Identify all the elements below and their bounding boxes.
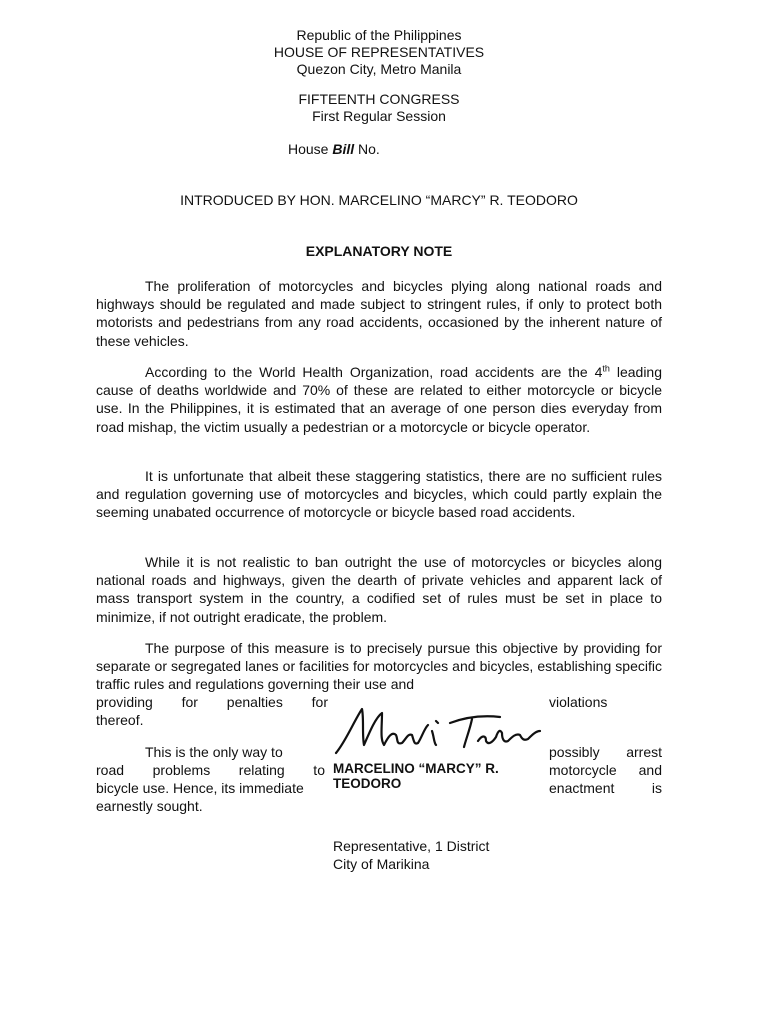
representative-title: Representative, 1 District bbox=[333, 838, 490, 854]
house-line: HOUSE OF REPRESENTATIVES bbox=[273, 44, 485, 60]
representative-city: City of Marikina bbox=[333, 856, 430, 873]
paragraph-5-fragment-left: providing for penalties for bbox=[96, 694, 328, 710]
republic-line: Republic of the Philippines bbox=[296, 27, 462, 43]
signatory-name: MARCELINO “MARCY” R. TEODORO bbox=[333, 761, 499, 791]
congress-line: FIFTEENTH CONGRESS bbox=[298, 91, 460, 107]
paragraph-4: While it is not realistic to ban outright the use of motorcycles or bicycles along national roads and highways, given the dearth of private vehicles and apparent lack of mass transport system in the country, a codified set of rules must be set in place to minimize, if not outright eradicate, the problem. bbox=[96, 554, 662, 625]
house-bill-number: House Bill No. bbox=[288, 141, 380, 157]
handwritten-signature bbox=[332, 701, 548, 761]
paragraph-6-fragment-left-3: bicycle use. Hence, its immediate bbox=[96, 780, 304, 796]
document-header bbox=[0, 27, 758, 78]
paragraph-5-fragment-end: thereof. bbox=[96, 712, 144, 728]
paragraph-6-fragment-end: earnestly sought. bbox=[96, 798, 203, 814]
representative-info bbox=[333, 837, 489, 873]
paragraph-2: According to the World Health Organization, road accidents are the 4th leading cause of deaths worldwide and 70% of these are related to either motorcycle or bicycle use. In the Philippines, it is estimated that an average of one person dies everyday from road mishap, the victim usually a pedestrian or a motorcycle or bicycle operator. bbox=[96, 363, 663, 435]
paragraph-6-fragment-right-1: possibly arrest bbox=[549, 744, 662, 760]
introduced-by: INTRODUCED BY HON. MARCELINO “MARCY” R. TEODORO bbox=[180, 192, 578, 208]
paragraph-6-fragment-right-2: motorcycle and bbox=[549, 762, 662, 778]
congress-header bbox=[0, 91, 758, 125]
paragraph-3: It is unfortunate that albeit these staggering statistics, there are no sufficient rules and regulation governing use of motorcycles and bicycles, which could partly explain the seeming unabated occurrence of motorcycle or bicycle based road accidents. bbox=[96, 468, 662, 521]
paragraph-6-fragment-left-2: road problems relating to bbox=[96, 762, 325, 778]
paragraph-5: The purpose of this measure is to precisely pursue this objective by providing for separate or segregated lanes or facilities for motorcycles and bicycles, establishing specific traffic rules and regulations governing their use and bbox=[96, 640, 662, 693]
paragraph-6-fragment-right-3: enactment is bbox=[549, 780, 662, 796]
paragraph-6-fragment-left-1: This is the only way to bbox=[145, 744, 283, 760]
paragraph-5-fragment-right: violations bbox=[549, 694, 608, 710]
city-line: Quezon City, Metro Manila bbox=[296, 61, 462, 77]
bill-word: Bill bbox=[332, 141, 355, 157]
paragraph-1: The proliferation of motorcycles and bicycles plying along national roads and highways should be regulated and made subject to stringent rules, if only to protect both motorists and pedestrians from any road accidents, occasioned by the inherent nature of these vehicles. bbox=[96, 278, 662, 349]
session-line: First Regular Session bbox=[312, 108, 446, 124]
signature-block bbox=[332, 701, 548, 813]
document-title: EXPLANATORY NOTE bbox=[305, 243, 453, 259]
